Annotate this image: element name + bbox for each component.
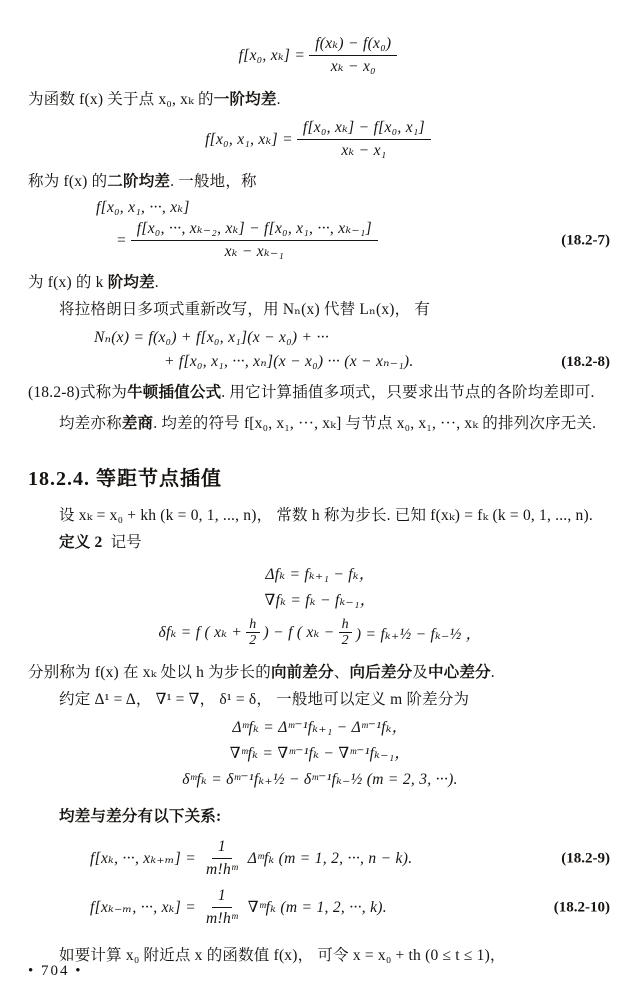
fraction-numerator: 1 [212,837,232,859]
text-run: 称为 f(x) 的 [28,173,108,190]
equation-mth-forward: Δᵐfₖ = Δᵐ⁻¹fₖ₊₁ − Δᵐ⁻¹fₖ， [232,719,408,736]
fraction [200,886,244,929]
fraction [200,837,244,880]
paragraph-difference-names [28,660,612,685]
fraction-numerator: h [339,617,352,633]
fraction-denominator: m!hᵐ [205,861,238,878]
equation-second-order-divided-difference [28,118,612,161]
equation-central-difference [28,617,612,648]
text-run: 及 [412,664,428,681]
bold-term: 阶均差 [107,274,155,291]
equation-segment: ) − f ( xₖ − [263,624,335,641]
equation-mth-central: δᵐfₖ = δᵐ⁻¹fₖ₊½ − δᵐ⁻¹fₖ₋½ (m = 2, 3, ···). [182,771,458,788]
fraction [131,219,378,262]
equation-number: (18.2-9) [561,850,610,866]
bold-term: 定义 2 [59,534,103,551]
fraction-denominator: xₖ − xₖ₋₁ [224,243,285,260]
text-run: 为函数 f(x) 关于点 x₀, xₖ 的 [28,91,214,108]
text-run: . [490,664,495,681]
equation-number: (18.2-10) [553,899,610,915]
text-run: 记号 [110,534,142,551]
equals-sign: = [116,231,127,249]
paragraph-rewrite-lagrange: 将拉格朗日多项式重新改写，用 Nₙ(x) 代替 Lₙ(x)， 有 [59,301,431,318]
equation-continuation: + f[x₀, x₁, ···, xₙ](x − x₀) ··· (x − xₙ₋₁). [164,353,414,370]
fraction-denominator: xₖ − x₀ [330,58,376,75]
fraction-denominator: xₖ − x₁ [341,142,387,159]
paragraph-newton-formula [28,380,612,405]
equation-number: (18.2-8) [561,354,610,370]
equation-lhs: f[x₀, xₖ] = [238,47,306,64]
paragraph-mth-order-convention: 约定 Δ¹ = Δ， ∇¹ = ∇， δ¹ = δ， 一般地可以定义 m 阶差分为 [59,691,470,708]
equation-first-order-divided-difference [28,34,612,77]
fraction [309,34,397,77]
equation-lhs: f[x₀, x₁, xₖ] = [205,131,293,148]
fraction-denominator: 2 [249,633,257,648]
paragraph-relation-intro: 均差与差分有以下关系: [59,808,222,825]
bold-term: 牛顿插值公式 [127,384,222,401]
equation-mth-backward: ∇ᵐfₖ = ∇ᵐ⁻¹fₖ − ∇ᵐ⁻¹fₖ₋₁， [229,745,411,762]
fraction-numerator: f[x₀, xₖ] − f[x₀, x₁] [297,118,431,140]
equation-lhs: f[xₖ₋ₘ, ···, xₖ] = [90,899,196,916]
bold-term: 向后差分 [349,664,413,681]
paragraph-second-order-definition [28,169,612,194]
fraction-denominator: 2 [341,633,349,648]
text-run: . 用它计算插值多项式，只要求出节点的各阶均差即可. [221,384,595,401]
equation-segment: ) = fₖ₊½ − fₖ₋½ ， [355,625,482,643]
equation-segment: δfₖ = f ( xₖ + [158,624,243,641]
bold-term: 中心差分 [427,664,491,681]
paragraph-divided-difference-symmetry [28,411,612,436]
bold-term: 向前差分 [270,664,334,681]
text-run: 分别称为 f(x) 在 xₖ 处以 h 为步长的 [28,664,271,681]
bold-term: 二阶均差 [107,173,171,190]
equation-forward-difference: Δfₖ = fₖ₊₁ − fₖ， [265,566,375,583]
equation-number: (18.2-7) [561,232,610,248]
equation-18-2-7-line2 [116,219,612,262]
text-run: (18.2-8)式称为 [28,384,128,401]
fraction-numerator: h [246,617,259,633]
section-heading: 18.2.4. 等距节点插值 [28,468,222,490]
equation-18-2-7-line1 [96,198,612,217]
bold-term: 差商 [121,415,154,432]
fraction [246,617,259,648]
text-run: 为 f(x) 的 k [28,274,108,291]
equation-rhs: ∇ᵐfₖ (m = 1, 2, ···, k). [247,899,387,916]
equation-18-2-8-line2 [164,350,612,374]
text-run: . [276,91,281,108]
paragraph-definition-2 [28,530,612,555]
text-run: . [154,274,159,291]
paragraph-nearby-point: 如要计算 x₀ 附近点 x 的函数值 f(x)， 可令 x = x₀ + th (0 ≤ t ≤ 1)， [59,947,506,964]
text-run: 、 [333,664,350,681]
text-run: 均差亦称 [59,415,122,432]
equation-18-2-10 [90,886,612,929]
text-run: . 一般地，称 [170,173,257,190]
text-run: . 均差的符号 f[x₀, x₁, ···, xₖ] 与节点 x₀, x₁, ···, xₖ 的排列次序无关. [153,415,597,432]
equation-18-2-8-line1: Nₙ(x) = f(x₀) + f[x₀, x₁](x − x₀) + ··· [94,329,330,346]
paragraph-equidistant-setup: 设 xₖ = x₀ + kh (k = 0, 1, ..., n)， 常数 h 称为步长. 已知 f(xₖ) = fₖ (k = 0, 1, ..., n). [59,507,593,524]
page-number: • 704 • [28,963,83,979]
fraction [297,118,431,161]
fraction-denominator: m!hᵐ [205,910,238,927]
paragraph-kth-order [28,270,612,295]
equation-lhs: f[xₖ, ···, xₖ₊ₘ] = [90,850,196,867]
fraction-numerator: f(xₖ) − f(x₀) [309,34,397,56]
equation-rhs: Δᵐfₖ (m = 1, 2, ···, n − k). [247,850,413,867]
equation-lhs: f[x₀, x₁, ···, xₖ] [96,199,190,216]
fraction-numerator: f[x₀, ···, xₖ₋₂, xₖ] − f[x₀, x₁, ···, xₖ₋₁] [131,219,378,241]
equation-18-2-9 [90,837,612,880]
fraction-numerator: 1 [212,886,232,908]
equation-backward-difference: ∇fₖ = fₖ − fₖ₋₁， [264,592,376,609]
bold-term: 一阶均差 [213,91,277,108]
paragraph-first-order-definition [28,87,612,112]
fraction [339,617,352,648]
